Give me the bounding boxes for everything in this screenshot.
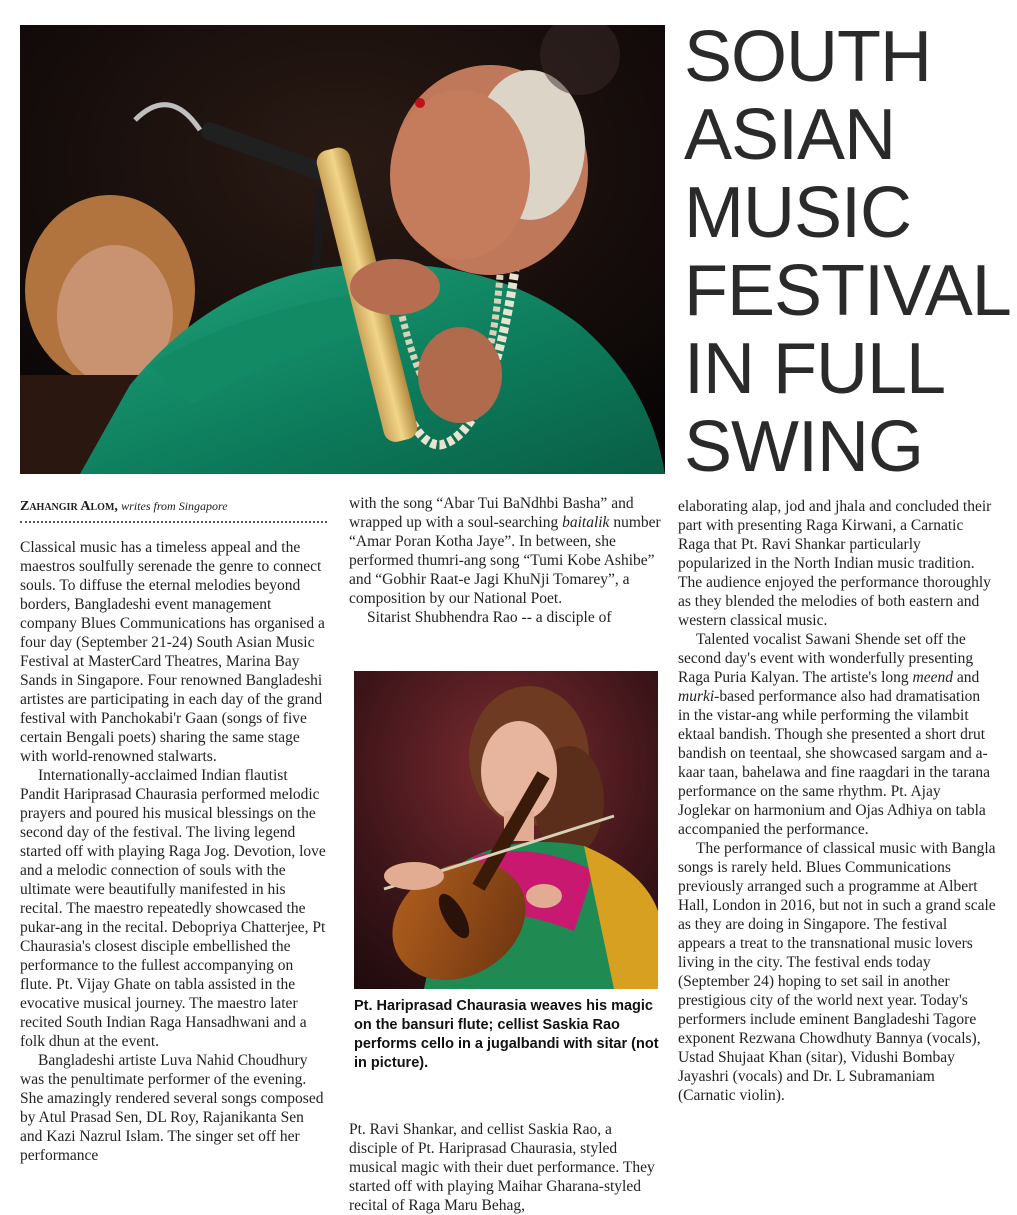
inset-photo-cellist: [354, 671, 658, 989]
headline-line: SWING: [684, 407, 923, 487]
paragraph: The performance of classical music with Bangla songs is rarely held. Blues Communications previously arranged such a programme at Albert Hall, London in 2016, but not in such a grand scale as they are doing in Singapore. The festival appears a treat to the transnational music lovers living in the city. The festival ends today (September 24) hoping to set sail in another prestigious city of the world next year. Today's performers include eminent Bangladeshi Tagore exponent Rezwana Chowdhuty Bannya (vocals), Ustad Shujaat Khan (sitar), Vidushi Bombay Jayashri (vocals) and Dr. L Subramaniam (Carnatic violin).: [678, 840, 996, 1104]
byline-divider: [20, 521, 327, 523]
byline: [20, 498, 327, 515]
text-run: number “Amar Poran Kotha Jaye”. In between, she performed thumri-ang song “Tumi Kobe Ashibe” and “Gobhir Raat-e Jagi KhuNji Tomarey”, a composition by our National Poet.: [349, 514, 661, 607]
headline-line: SOUTH: [684, 17, 931, 97]
text-run: with the song “Abar Tui BaNdhbi Basha” and wrapped up with a soul-searching: [349, 495, 634, 531]
article-column-2-top: [349, 494, 661, 627]
headline-line: IN FULL: [684, 329, 946, 409]
byline-author: Zahangir Alom,: [20, 499, 118, 514]
headline-line: FESTIVAL: [684, 251, 1011, 331]
text-run-italic: murki: [678, 688, 715, 705]
byline-location: writes from Singapore: [121, 499, 228, 513]
headline-line: ASIAN: [684, 95, 896, 175]
paragraph: Internationally-acclaimed Indian flautist Pandit Hariprasad Chaurasia performed melodic prayers and poured his musical blessings on the second day of the festival. The living legend started off with playing Raga Jog. Devotion, love and a melodic connection of souls with the ultimate were beautifully manifested in his recital. The maestro repeatedly showcased the pukar-ang in the recital. Debopriya Chatterjee, Pt Chaurasia's closest disciple embellished the performance to the fullest accompanying on flute. Pt. Vijay Ghate on tabla assisted in the evocative musical journey. The maestro later recited South Indian Raga Hansadhwani and a folk dhun at the event.: [20, 767, 326, 1050]
paragraph: Classical music has a timeless appeal and the maestros soulfully serenade the genre to connect souls. To diffuse the eternal melodies beyond borders, Bangladeshi event management company Blues Communications has organised a four day (September 21-24) South Asian Music Festival at MasterCard Theatres, Marina Bay Sands in Singapore. Four renowned Bangladeshi artistes are participating in each day of the grand festival with Panchokabi'r Gaan (songs of five certain Bengali poets) sharing the same stage with world-renowned stalwarts.: [20, 539, 325, 765]
photo-caption: Pt. Hariprasad Chaurasia weaves his magic on the bansuri flute; cellist Saskia Rao performs cello in a jugalbandi with sitar (not in picture).: [354, 998, 659, 1071]
paragraph: Sitarist Shubhendra Rao -- a disciple of: [367, 609, 612, 626]
text-run-italic: meend: [912, 669, 953, 686]
article-column-2-bottom: [349, 1120, 661, 1215]
main-photo-flautist: [20, 25, 665, 474]
text-run: Talented vocalist Sawani Shende set off the second day's event with wonderfully presenting Raga Puria Kalyan. The artiste's long: [678, 631, 974, 686]
text-run: -based performance also had dramatisation in the vistar-ang while performing the vilambit ektaal bandish. Though she presented a short drut bandish on teentaal, she showcased sargam and a-kaar taan, bahelawa and fine raagdari in the tarana performance on the same rhythm. Pt. Ajay Joglekar on harmonium and Ojas Adhiya on tabla accompanied the performance.: [678, 688, 990, 838]
article-column-1: [20, 538, 327, 1165]
paragraph: [678, 630, 996, 839]
paragraph: [349, 494, 661, 608]
paragraph: Pt. Ravi Shankar, and cellist Saskia Rao, a disciple of Pt. Hariprasad Chaurasia, styled musical magic with their duet performance. They started off with playing Maihar Gharana-styled recital of Raga Maru Behag,: [349, 1121, 655, 1214]
flautist-illustration: [20, 25, 665, 474]
headline-line: MUSIC: [684, 173, 911, 253]
paragraph: elaborating alap, jod and jhala and concluded their part with presenting Raga Kirwani, a Carnatic Raga that Pt. Ravi Shankar particularly popularized in the North Indian music tradition. The audience enjoyed the performance thoroughly as they blended the melodies of both eastern and western classical music.: [678, 498, 992, 629]
text-run-italic: baitalik: [562, 514, 610, 531]
article-column-3: [678, 497, 996, 1105]
paragraph: Bangladeshi artiste Luva Nahid Choudhury was the penultimate performer of the evening. She amazingly rendered several songs composed by Atul Prasad Sen, DL Roy, Rajanikanta Sen and Kazi Nazrul Islam. The singer set off her performance: [20, 1052, 324, 1164]
text-run: and: [952, 669, 980, 686]
cellist-illustration: [354, 671, 658, 989]
headline: [684, 17, 1011, 487]
